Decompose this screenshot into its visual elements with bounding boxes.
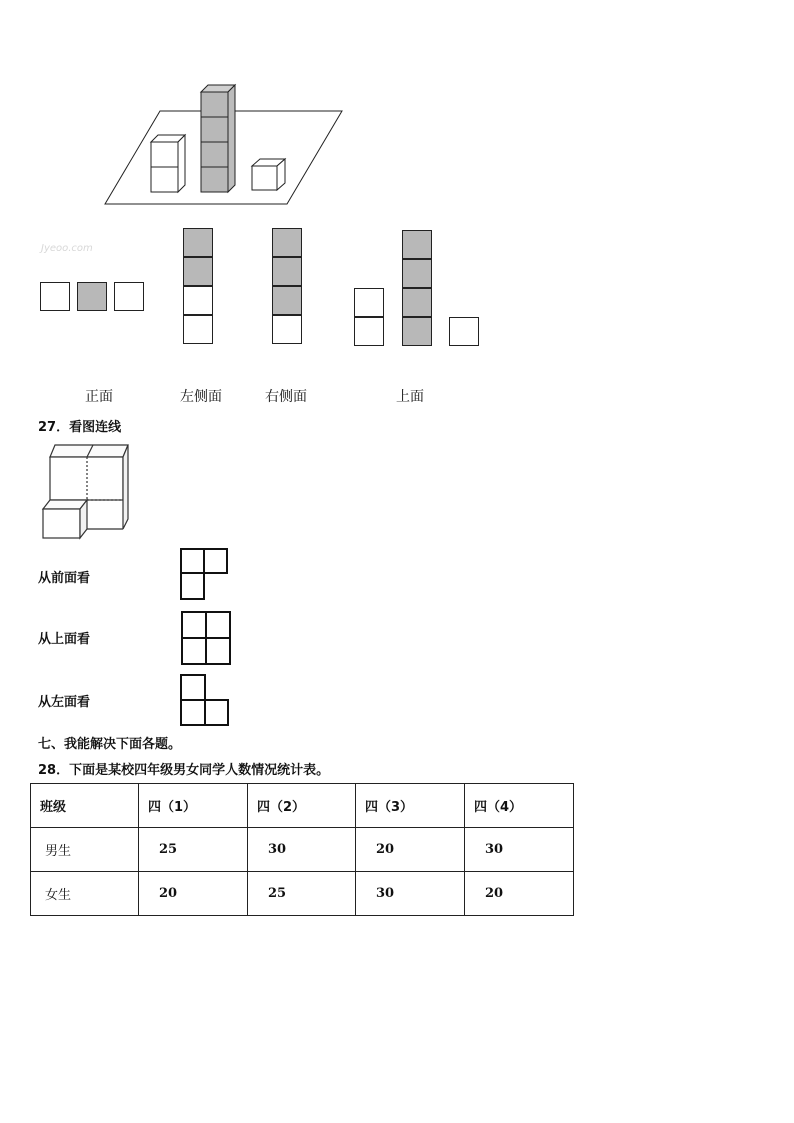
middle-cube-stack [201,85,235,192]
table-header-cell: 四（3） [356,784,465,828]
table-cell: 30 [465,828,574,872]
table-cell: 20 [465,872,574,916]
section-7-title: 七、我能解决下面各题。 [38,737,182,752]
left-cube-stack [151,135,185,192]
view-label-front: 正面 [85,389,113,405]
table-cell: 25 [139,828,248,872]
q28-title: 28．下面是某校四年级男女同学人数情况统计表。 [38,763,330,778]
table-cell: 30 [356,872,465,916]
table-header-cell: 班级 [31,784,139,828]
table-header-cell: 四（2） [248,784,356,828]
q27-option-top: 从上面看 [38,632,91,647]
q27-title: 27．看图连线 [38,420,122,435]
view-shape-a [178,546,232,604]
l-shaped-solid-figure [38,443,132,540]
view-label-top: 上面 [396,389,424,405]
student-count-table [30,783,574,916]
cube-stack-figure [100,80,350,210]
table-row [31,828,574,872]
right-cube [252,159,285,190]
q27-option-front: 从前面看 [38,571,91,586]
view-shape-c [178,672,232,730]
table-header-cell: 四（4） [465,784,574,828]
q27-option-left: 从左面看 [38,695,91,710]
table-row [31,872,574,916]
table-cell: 20 [356,828,465,872]
view-label-left: 左侧面 [180,389,222,405]
table-row-label: 女生 [31,872,139,916]
table-cell: 30 [248,828,356,872]
view-label-right: 右侧面 [265,389,307,405]
table-header-row [31,784,574,828]
table-cell: 25 [248,872,356,916]
watermark: Jyeoo.com [41,243,93,254]
table-row-label: 男生 [31,828,139,872]
table-cell: 20 [139,872,248,916]
table-header-cell: 四（1） [139,784,248,828]
view-shape-b [178,608,234,668]
